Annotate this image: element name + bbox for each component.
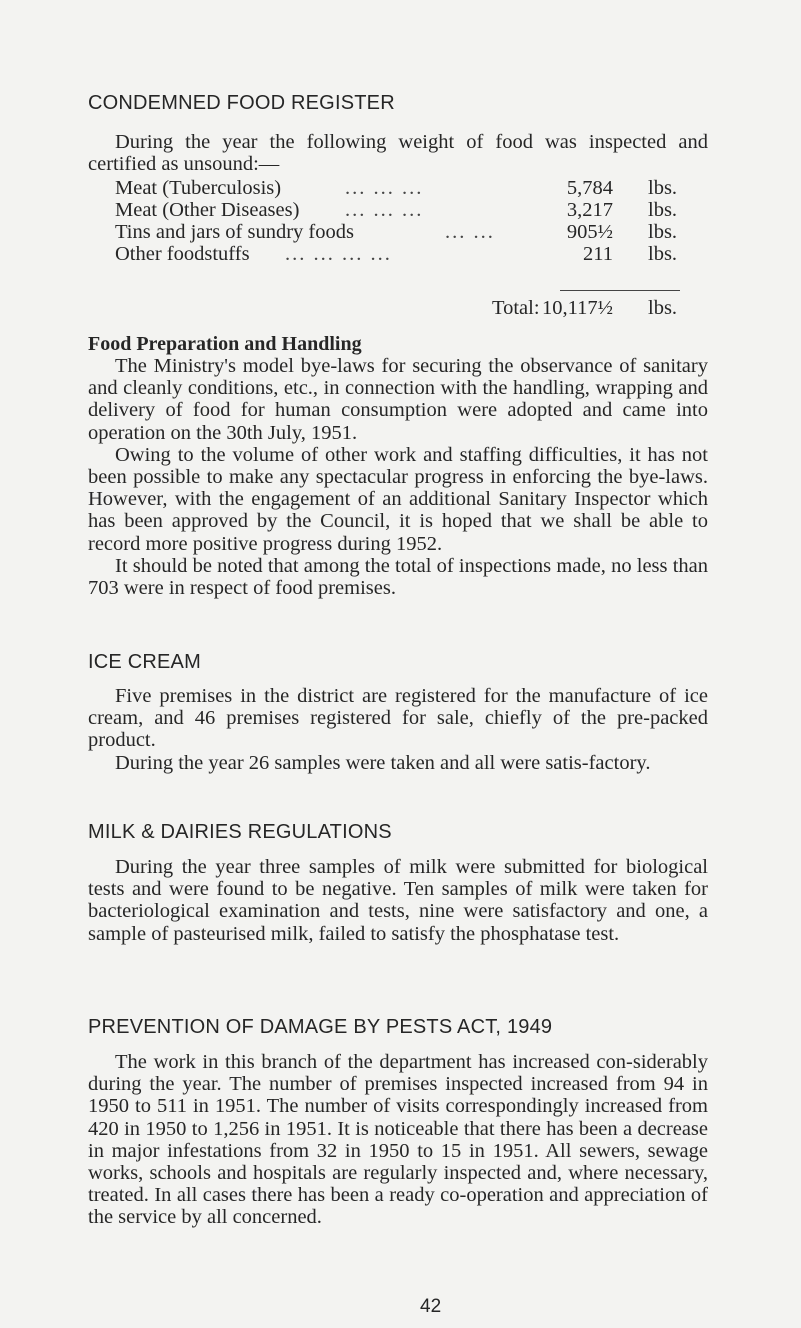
paragraph: The work in this branch of the department has increased con-siderably during the year. The number of premises inspected increased from 94 in 1950 to 511 in 1951. The number of visits correspondingly increased from 420 in 1950 to 1,256 in 1951. It is noticeable that there has been a decrease in major infestations from 32 in 1950 to 15 in 1951. All sewers, sewage works, schools and hospitals are regularly inspected and, where necessary, treated. In all cases there has been a ready co-operation and appreciation of the service by all concerned. <box>88 1051 708 1229</box>
milk-section <box>88 856 708 945</box>
condemned-food-table <box>115 177 715 265</box>
row-quantity: 905½ <box>566 221 613 243</box>
row-unit: lbs. <box>648 243 678 265</box>
condemned-intro-text: During the year the following weight of food was inspected and certified as unsound:— <box>88 131 708 176</box>
food-preparation-section <box>88 355 708 599</box>
food-preparation-heading: Food Preparation and Handling <box>88 333 362 355</box>
leader-dots: ... ... ... ... <box>285 243 392 265</box>
row-label: Meat (Tuberculosis) <box>115 177 282 199</box>
row-unit: lbs. <box>648 221 678 243</box>
row-unit: lbs. <box>648 177 678 199</box>
row-unit: lbs. <box>648 199 678 221</box>
paragraph: During the year 26 samples were taken and all were satis-factory. <box>115 751 651 774</box>
paragraph: It should be noted that among the total of inspections made, no less than 703 were in respect of food premises. <box>88 554 708 600</box>
table-row <box>115 221 715 243</box>
row-label: Tins and jars of sundry foods <box>115 221 354 243</box>
paragraph: Five premises in the district are registered for the manufacture of ice cream, and 46 premises registered for sale, chiefly of the pre-packed product. <box>88 685 708 752</box>
total-quantity: 10,117½ <box>542 297 613 319</box>
condemned-intro <box>88 131 708 175</box>
leader-dots: ... ... ... <box>345 177 424 199</box>
ice-cream-heading: ICE CREAM <box>88 651 201 673</box>
paragraph: The Ministry's model bye-laws for securing the observance of sanitary and cleanly conditions, etc., in connection with the handling, wrapping and delivery of food for human consumption were adopted and came into operation on the 30th July, 1951. <box>88 355 708 444</box>
row-quantity: 3,217 <box>566 199 613 221</box>
leader-dots: ... ... ... <box>345 199 424 221</box>
total-unit: lbs. <box>648 297 678 319</box>
total-rule <box>560 290 680 291</box>
leader-dots: ... ... <box>445 221 495 243</box>
pests-act-heading: PREVENTION OF DAMAGE BY PESTS ACT, 1949 <box>88 1016 553 1038</box>
total-label: Total: <box>492 297 540 319</box>
row-quantity: 5,784 <box>566 177 613 199</box>
paragraph: During the year three samples of milk were submitted for biological tests and were found to be negative. Ten samples of milk were taken for bacteriological examination and tests, nine were satisfactory and one, a sample of pasteurised milk, failed to satisfy the phosphatase test. <box>88 856 708 945</box>
milk-dairies-heading: MILK & DAIRIES REGULATIONS <box>88 821 392 843</box>
row-quantity: 211 <box>583 243 613 265</box>
row-label: Meat (Other Diseases) <box>115 199 300 221</box>
paragraph: Owing to the volume of other work and staffing difficulties, it has not been possible to make any spectacular progress in enforcing the bye-laws. However, with the engagement of an additional Sanitary Inspector which has been approved by the Council, it is hoped that we shall be able to record more positive progress during 1952. <box>88 443 708 555</box>
pests-section <box>88 1051 708 1229</box>
row-label: Other foodstuffs <box>115 243 250 265</box>
ice-cream-section <box>88 685 708 774</box>
total-row <box>115 297 715 319</box>
table-row <box>115 199 715 221</box>
condemned-food-register-heading: CONDEMNED FOOD REGISTER <box>88 92 395 114</box>
page-number: 42 <box>420 1296 442 1317</box>
table-row <box>115 177 715 199</box>
table-row <box>115 243 715 265</box>
